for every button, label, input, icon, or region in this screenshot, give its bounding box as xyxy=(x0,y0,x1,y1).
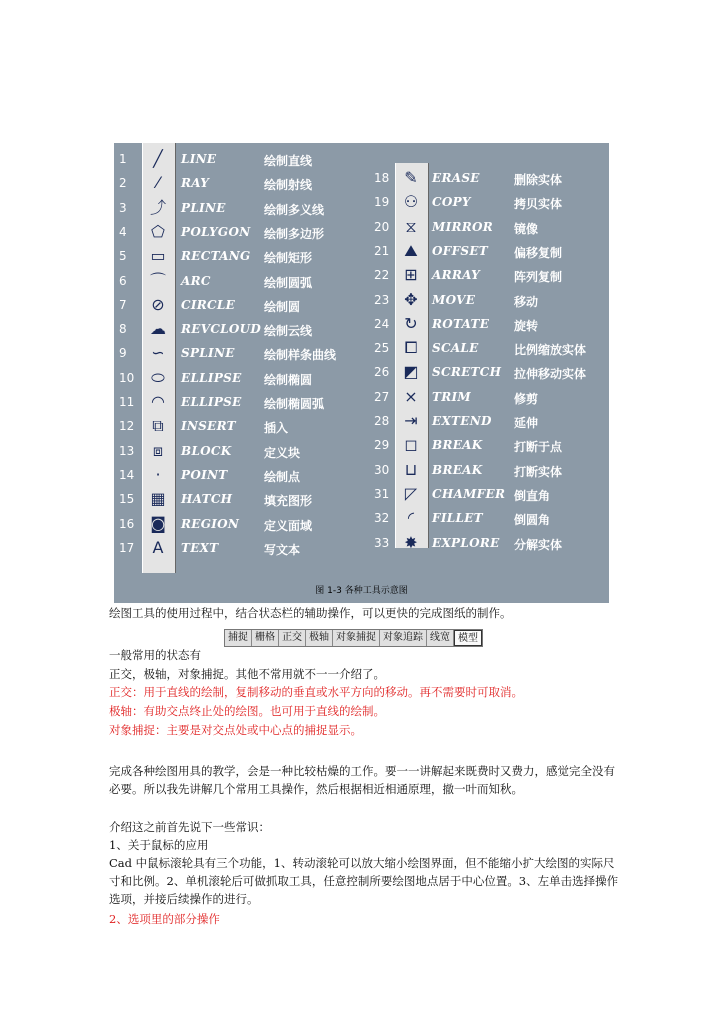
insert-block-icon[interactable]: ⧉ xyxy=(152,416,164,436)
tool-description: 绘制椭圆弧 xyxy=(264,397,325,411)
tool-number: 5 xyxy=(119,249,127,264)
tool-description: 阵列复制 xyxy=(514,270,563,285)
teaching-paragraph: 完成各种绘图用具的教学，会是一种比较枯燥的工作。要一一讲解起来既费时又费力，感觉完全没有必要。所以我先讲解几个常用工具操作，然后根据相近相通原理，撤一叶而知秋。 xyxy=(109,764,615,796)
tool-number: 13 xyxy=(119,443,135,458)
tool-command: MOVE xyxy=(432,292,476,307)
tool-number: 24 xyxy=(374,316,390,331)
tool-command: EXPLORE xyxy=(432,535,500,550)
tool-number: 17 xyxy=(119,540,135,555)
tool-command: BREAK xyxy=(432,462,483,477)
tool-command: CIRCLE xyxy=(181,297,236,312)
pline-icon[interactable]: ⤴ xyxy=(149,197,166,217)
break-icon[interactable]: ⊔ xyxy=(404,459,418,479)
tool-number: 4 xyxy=(119,224,127,239)
copy-icon[interactable]: ⚇ xyxy=(403,192,419,212)
common-sense-intro: 介绍这之前首先说下一些常识： xyxy=(109,820,270,834)
tool-description: 拷贝实体 xyxy=(514,197,563,212)
status-toggle-button[interactable]: 栅格 xyxy=(252,630,279,646)
tool-number: 16 xyxy=(119,516,135,531)
tool-number: 33 xyxy=(374,535,390,550)
tool-number: 32 xyxy=(374,511,390,526)
options-heading: 2、选项里的部分操作 xyxy=(109,912,220,926)
ellipse-icon[interactable]: ⬭ xyxy=(151,367,165,387)
status-toggle-button[interactable]: 线宽 xyxy=(427,630,454,646)
tool-description: 删除实体 xyxy=(514,173,563,187)
tool-description: 绘制圆弧 xyxy=(264,275,313,290)
status-toggle-button[interactable]: 正交 xyxy=(279,630,306,646)
tool-description: 绘制多边形 xyxy=(264,226,325,241)
tool-command: EXTEND xyxy=(432,414,492,428)
line-icon[interactable]: ╱ xyxy=(153,149,163,168)
tool-number: 28 xyxy=(374,414,390,428)
explode-icon[interactable]: ✸ xyxy=(404,532,418,552)
tool-description: 倒圆角 xyxy=(514,513,551,528)
chamfer-icon[interactable]: ◸ xyxy=(404,483,418,503)
tool-number: 11 xyxy=(119,395,135,409)
tool-command: BREAK xyxy=(432,438,483,453)
fillet-icon[interactable]: ◜ xyxy=(407,508,415,528)
tool-description: 绘制圆 xyxy=(264,299,301,314)
status-toggle-button[interactable]: 对象追踪 xyxy=(380,630,427,646)
status-toggle-button[interactable]: 对象捕捉 xyxy=(333,630,380,646)
tool-description: 移动 xyxy=(514,294,539,309)
tool-description: 绘制云线 xyxy=(264,324,313,339)
tool-command: SCRETCH xyxy=(432,365,502,380)
status-toggle-button[interactable]: 模型 xyxy=(454,630,482,646)
array-icon[interactable]: ⊞ xyxy=(404,265,418,285)
tool-description: 绘制椭圆 xyxy=(264,372,313,387)
tool-command: BLOCK xyxy=(181,443,232,458)
tool-description: 偏移复制 xyxy=(514,245,563,260)
tool-description: 绘制多义线 xyxy=(264,202,325,217)
point-icon[interactable]: · xyxy=(155,464,161,484)
tool-number: 15 xyxy=(119,492,135,507)
status-bar xyxy=(224,629,483,647)
tool-number: 3 xyxy=(119,200,127,215)
tool-command: POINT xyxy=(181,467,228,482)
tool-command: REVCLOUD xyxy=(181,322,262,337)
tool-number: 10 xyxy=(119,370,135,385)
tool-description: 拉伸移动实体 xyxy=(514,367,587,382)
arc-icon[interactable]: ⌒ xyxy=(149,270,166,290)
move-icon[interactable]: ✥ xyxy=(404,289,418,309)
tool-description: 定义面域 xyxy=(264,518,313,533)
tool-command: TEXT xyxy=(181,540,219,555)
tool-number: 12 xyxy=(119,419,135,434)
tool-command: TRIM xyxy=(432,389,471,404)
tool-description: 绘制矩形 xyxy=(264,251,313,266)
tool-description: 填充图形 xyxy=(264,494,313,509)
tool-command: OFFSET xyxy=(432,243,489,258)
tool-description: 分解实体 xyxy=(514,537,563,552)
figure-caption: 图 1-3 各种工具示意图 xyxy=(315,586,408,596)
tools-figure xyxy=(114,143,609,603)
intro-paragraph: 绘图工具的使用过程中，结合状态栏的辅助操作，可以更快的完成图纸的制作。 xyxy=(109,606,512,620)
tool-number: 31 xyxy=(374,486,390,501)
tool-number: 20 xyxy=(374,219,390,234)
ortho-description: 正交：用于直线的绘制，复制移动的垂直或水平方向的移动。再不需要时可取消。 xyxy=(109,685,523,699)
status-heading: 一般常用的状态有 xyxy=(109,648,201,662)
tool-number: 2 xyxy=(119,176,127,191)
tool-description: 插入 xyxy=(264,421,289,436)
tool-command: POLYGON xyxy=(181,224,251,239)
status-toggle-button[interactable]: 捕捉 xyxy=(225,630,252,646)
circle-icon[interactable]: ⊘ xyxy=(151,294,165,314)
rotate-icon[interactable]: ↻ xyxy=(404,313,418,333)
tool-command: FILLET xyxy=(432,511,483,526)
hatch-icon[interactable]: ▦ xyxy=(150,489,166,509)
extend-icon[interactable]: ⇥ xyxy=(404,411,418,430)
tool-description: 写文本 xyxy=(264,542,301,557)
tool-command: MIRROR xyxy=(432,219,494,234)
scale-icon[interactable]: ⧠ xyxy=(404,338,418,358)
tool-number: 27 xyxy=(374,389,390,404)
tool-description: 旋转 xyxy=(514,318,539,333)
tool-description: 定义块 xyxy=(264,445,301,460)
tool-description: 打断于点 xyxy=(514,440,563,455)
tool-description: 绘制点 xyxy=(264,469,301,484)
tool-number: 30 xyxy=(374,462,390,477)
tool-command: COPY xyxy=(432,195,471,210)
spline-icon[interactable]: ∽ xyxy=(151,343,165,363)
tool-command: SCALE xyxy=(432,341,479,356)
tool-number: 8 xyxy=(119,322,127,337)
tool-number: 26 xyxy=(374,365,390,380)
tool-command: CHAMFER xyxy=(432,486,506,501)
tool-number: 22 xyxy=(374,268,390,283)
tool-command: RAY xyxy=(181,176,210,191)
tool-command: RECTANG xyxy=(181,249,251,264)
block-icon[interactable]: ⧈ xyxy=(152,440,164,460)
tool-command: HATCH xyxy=(181,492,233,507)
tool-number: 23 xyxy=(374,292,390,307)
tool-description: 延伸 xyxy=(514,416,539,430)
ellipse-arc-icon[interactable]: ◠ xyxy=(151,392,165,411)
break-at-point-icon[interactable]: ◻ xyxy=(404,435,418,455)
tool-number: 29 xyxy=(374,438,390,453)
rectangle-icon[interactable]: ▭ xyxy=(150,246,166,266)
offset-icon[interactable]: ⛰ xyxy=(404,240,418,260)
tool-command: ARRAY xyxy=(432,268,481,283)
tool-command: SPLINE xyxy=(181,346,235,361)
polar-description: 极轴：有助交点终止处的绘图。也可用于直线的绘制。 xyxy=(109,704,385,718)
tool-description: 修剪 xyxy=(514,391,539,406)
polygon-icon[interactable]: ⬠ xyxy=(151,221,165,241)
tool-description: 绘制射线 xyxy=(264,178,313,193)
tool-description: 绘制直线 xyxy=(264,154,313,168)
tool-description: 打断实体 xyxy=(514,464,563,479)
stretch-icon[interactable]: ◩ xyxy=(403,362,419,382)
tool-command: ELLIPSE xyxy=(181,395,242,409)
tool-number: 7 xyxy=(119,297,127,312)
eraser-icon[interactable]: ✎ xyxy=(404,168,418,187)
tool-command: INSERT xyxy=(181,419,236,434)
tool-command: ARC xyxy=(181,273,211,288)
ray-icon[interactable]: ⁄ xyxy=(156,173,160,193)
tool-number: 25 xyxy=(374,341,390,356)
tool-number: 1 xyxy=(119,152,127,166)
tool-command: PLINE xyxy=(181,200,226,215)
mirror-icon[interactable]: ⧖ xyxy=(405,216,417,236)
tool-number: 9 xyxy=(119,346,127,361)
tool-description: 比例缩放实体 xyxy=(514,343,587,358)
revcloud-icon[interactable]: ☁ xyxy=(150,319,166,339)
tool-number: 6 xyxy=(119,273,127,288)
tool-command: ELLIPSE xyxy=(181,370,242,385)
text-icon[interactable]: A xyxy=(152,537,164,557)
region-icon[interactable]: ◙ xyxy=(150,513,166,533)
tool-number: 18 xyxy=(374,171,390,185)
mouse-paragraph: Cad 中鼠标滚轮具有三个功能，1、转动滚轮可以放大缩小绘图界面，但不能缩小扩大绘图的实际尺寸和比例。2、单机滚轮后可做抓取工具，任意控制所要绘图地点居于中心位置。3、左单击选择操作选项，并接后续操作的进行。 xyxy=(109,856,619,906)
osnap-description: 对象捕捉：主要是对交点处或中心点的捕捉显示。 xyxy=(109,723,362,737)
tool-description: 绘制样条曲线 xyxy=(264,348,337,363)
tool-command: ROTATE xyxy=(432,316,490,331)
tool-description: 镜像 xyxy=(514,221,539,236)
trim-icon[interactable]: ⨯ xyxy=(404,386,418,406)
tool-command: ERASE xyxy=(432,171,480,185)
mouse-heading: 1、关于鼠标的应用 xyxy=(109,838,209,852)
tool-number: 14 xyxy=(119,467,135,482)
status-list: 正交，极轴，对象捕捉。其他不常用就不一一介绍了。 xyxy=(109,667,385,681)
tool-number: 21 xyxy=(374,243,390,258)
tool-command: LINE xyxy=(181,152,217,166)
tool-command: REGION xyxy=(181,516,240,531)
status-toggle-button[interactable]: 极轴 xyxy=(306,630,333,646)
tool-description: 倒直角 xyxy=(514,488,551,503)
tool-number: 19 xyxy=(374,195,390,210)
